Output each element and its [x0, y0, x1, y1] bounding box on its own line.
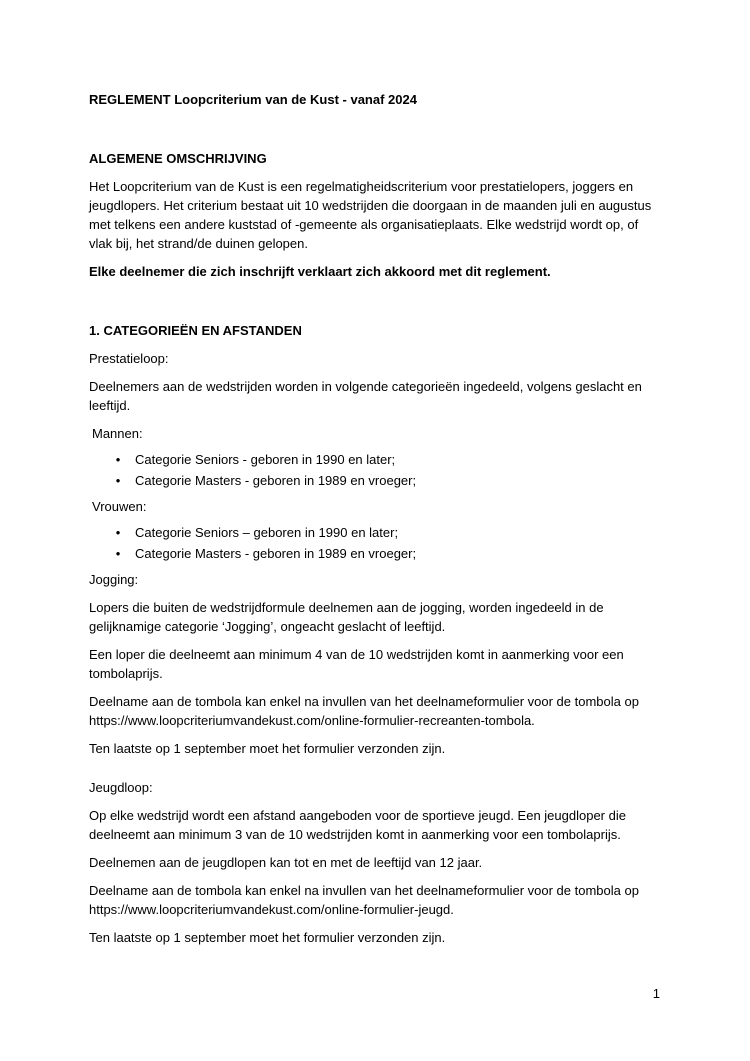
men-label: Mannen:	[92, 426, 143, 441]
document-title: REGLEMENT Loopcriterium van de Kust - vanaf 2024	[89, 92, 417, 107]
jeugdloop-paragraph-2: Deelnemen aan de jeugdlopen kan tot en met de leeftijd van 12 jaar.	[89, 855, 483, 870]
list-item: • Categorie Masters - geboren in 1989 en vroeger;	[89, 543, 664, 564]
bullet-icon: •	[115, 473, 121, 488]
bullet-icon: •	[115, 452, 121, 467]
jeugdloop-label: Jeugdloop:	[89, 780, 153, 795]
list-item: • Categorie Seniors – geboren in 1990 en later;	[89, 522, 664, 543]
general-heading: ALGEMENE OMSCHRIJVING	[89, 151, 267, 166]
jeugdloop-paragraph-1: Op elke wedstrijd wordt een afstand aangeboden voor de sportieve jeugd. Een jeugdloper die deelneemt aan minimum 3 van de 10 wedstrijden komt in aanmerking voor een tombolaprijs.	[89, 808, 626, 842]
list-item: • Categorie Masters - geboren in 1989 en vroeger;	[89, 470, 664, 491]
jogging-label: Jogging:	[89, 572, 139, 587]
prestatieloop-label: Prestatieloop:	[89, 351, 169, 366]
jogging-paragraph-1: Lopers die buiten de wedstrijdformule deelnemen aan de jogging, worden ingedeeld in de gelijknamige categorie ‘Jogging’, ongeacht geslacht of leeftijd.	[89, 600, 604, 634]
general-paragraph: Het Loopcriterium van de Kust is een regelmatigheidscriterium voor prestatielopers, joggers en jeugdlopers. Het criterium bestaat uit 10 wedstrijden die doorgaan in de maanden juli en augustus met telkens een andere kuststad of -gemeente als organisatieplaats. Elke wedstrijd wordt op, of vlak bij, het strand/de duinen gelopen.	[89, 179, 652, 251]
jogging-paragraph-2: Een loper die deelneemt aan minimum 4 van de 10 wedstrijden komt in aanmerking voor een tombolaprijs.	[89, 647, 624, 681]
prestatieloop-intro: Deelnemers aan de wedstrijden worden in volgende categorieën ingedeeld, volgens geslacht en leeftijd.	[89, 379, 642, 413]
jeugdloop-paragraph-4: Ten laatste op 1 september moet het formulier verzonden zijn.	[89, 930, 446, 945]
section1-heading: 1. CATEGORIEËN EN AFSTANDEN	[89, 323, 302, 338]
agreement-statement: Elke deelnemer die zich inschrijft verklaart zich akkoord met dit reglement.	[89, 264, 551, 279]
jogging-paragraph-3: Deelname aan de tombola kan enkel na invullen van het deelnameformulier voor de tombola op https://www.loopcriteriumvandekust.com/online-formulier-recreanten-tombola.	[89, 694, 639, 728]
list-item: • Categorie Seniors - geboren in 1990 en later;	[89, 449, 664, 470]
jeugdloop-paragraph-3: Deelname aan de tombola kan enkel na invullen van het deelnameformulier voor de tombola op https://www.loopcriteriumvandekust.com/online-formulier-jeugd.	[89, 883, 639, 917]
page-number: 1	[652, 986, 660, 1001]
document-page	[89, 90, 664, 956]
bullet-icon: •	[115, 525, 121, 540]
men-category-list	[89, 449, 664, 491]
women-label: Vrouwen:	[92, 499, 147, 514]
women-category-list	[89, 522, 664, 564]
jogging-paragraph-4: Ten laatste op 1 september moet het formulier verzonden zijn.	[89, 741, 446, 756]
bullet-icon: •	[115, 546, 121, 561]
